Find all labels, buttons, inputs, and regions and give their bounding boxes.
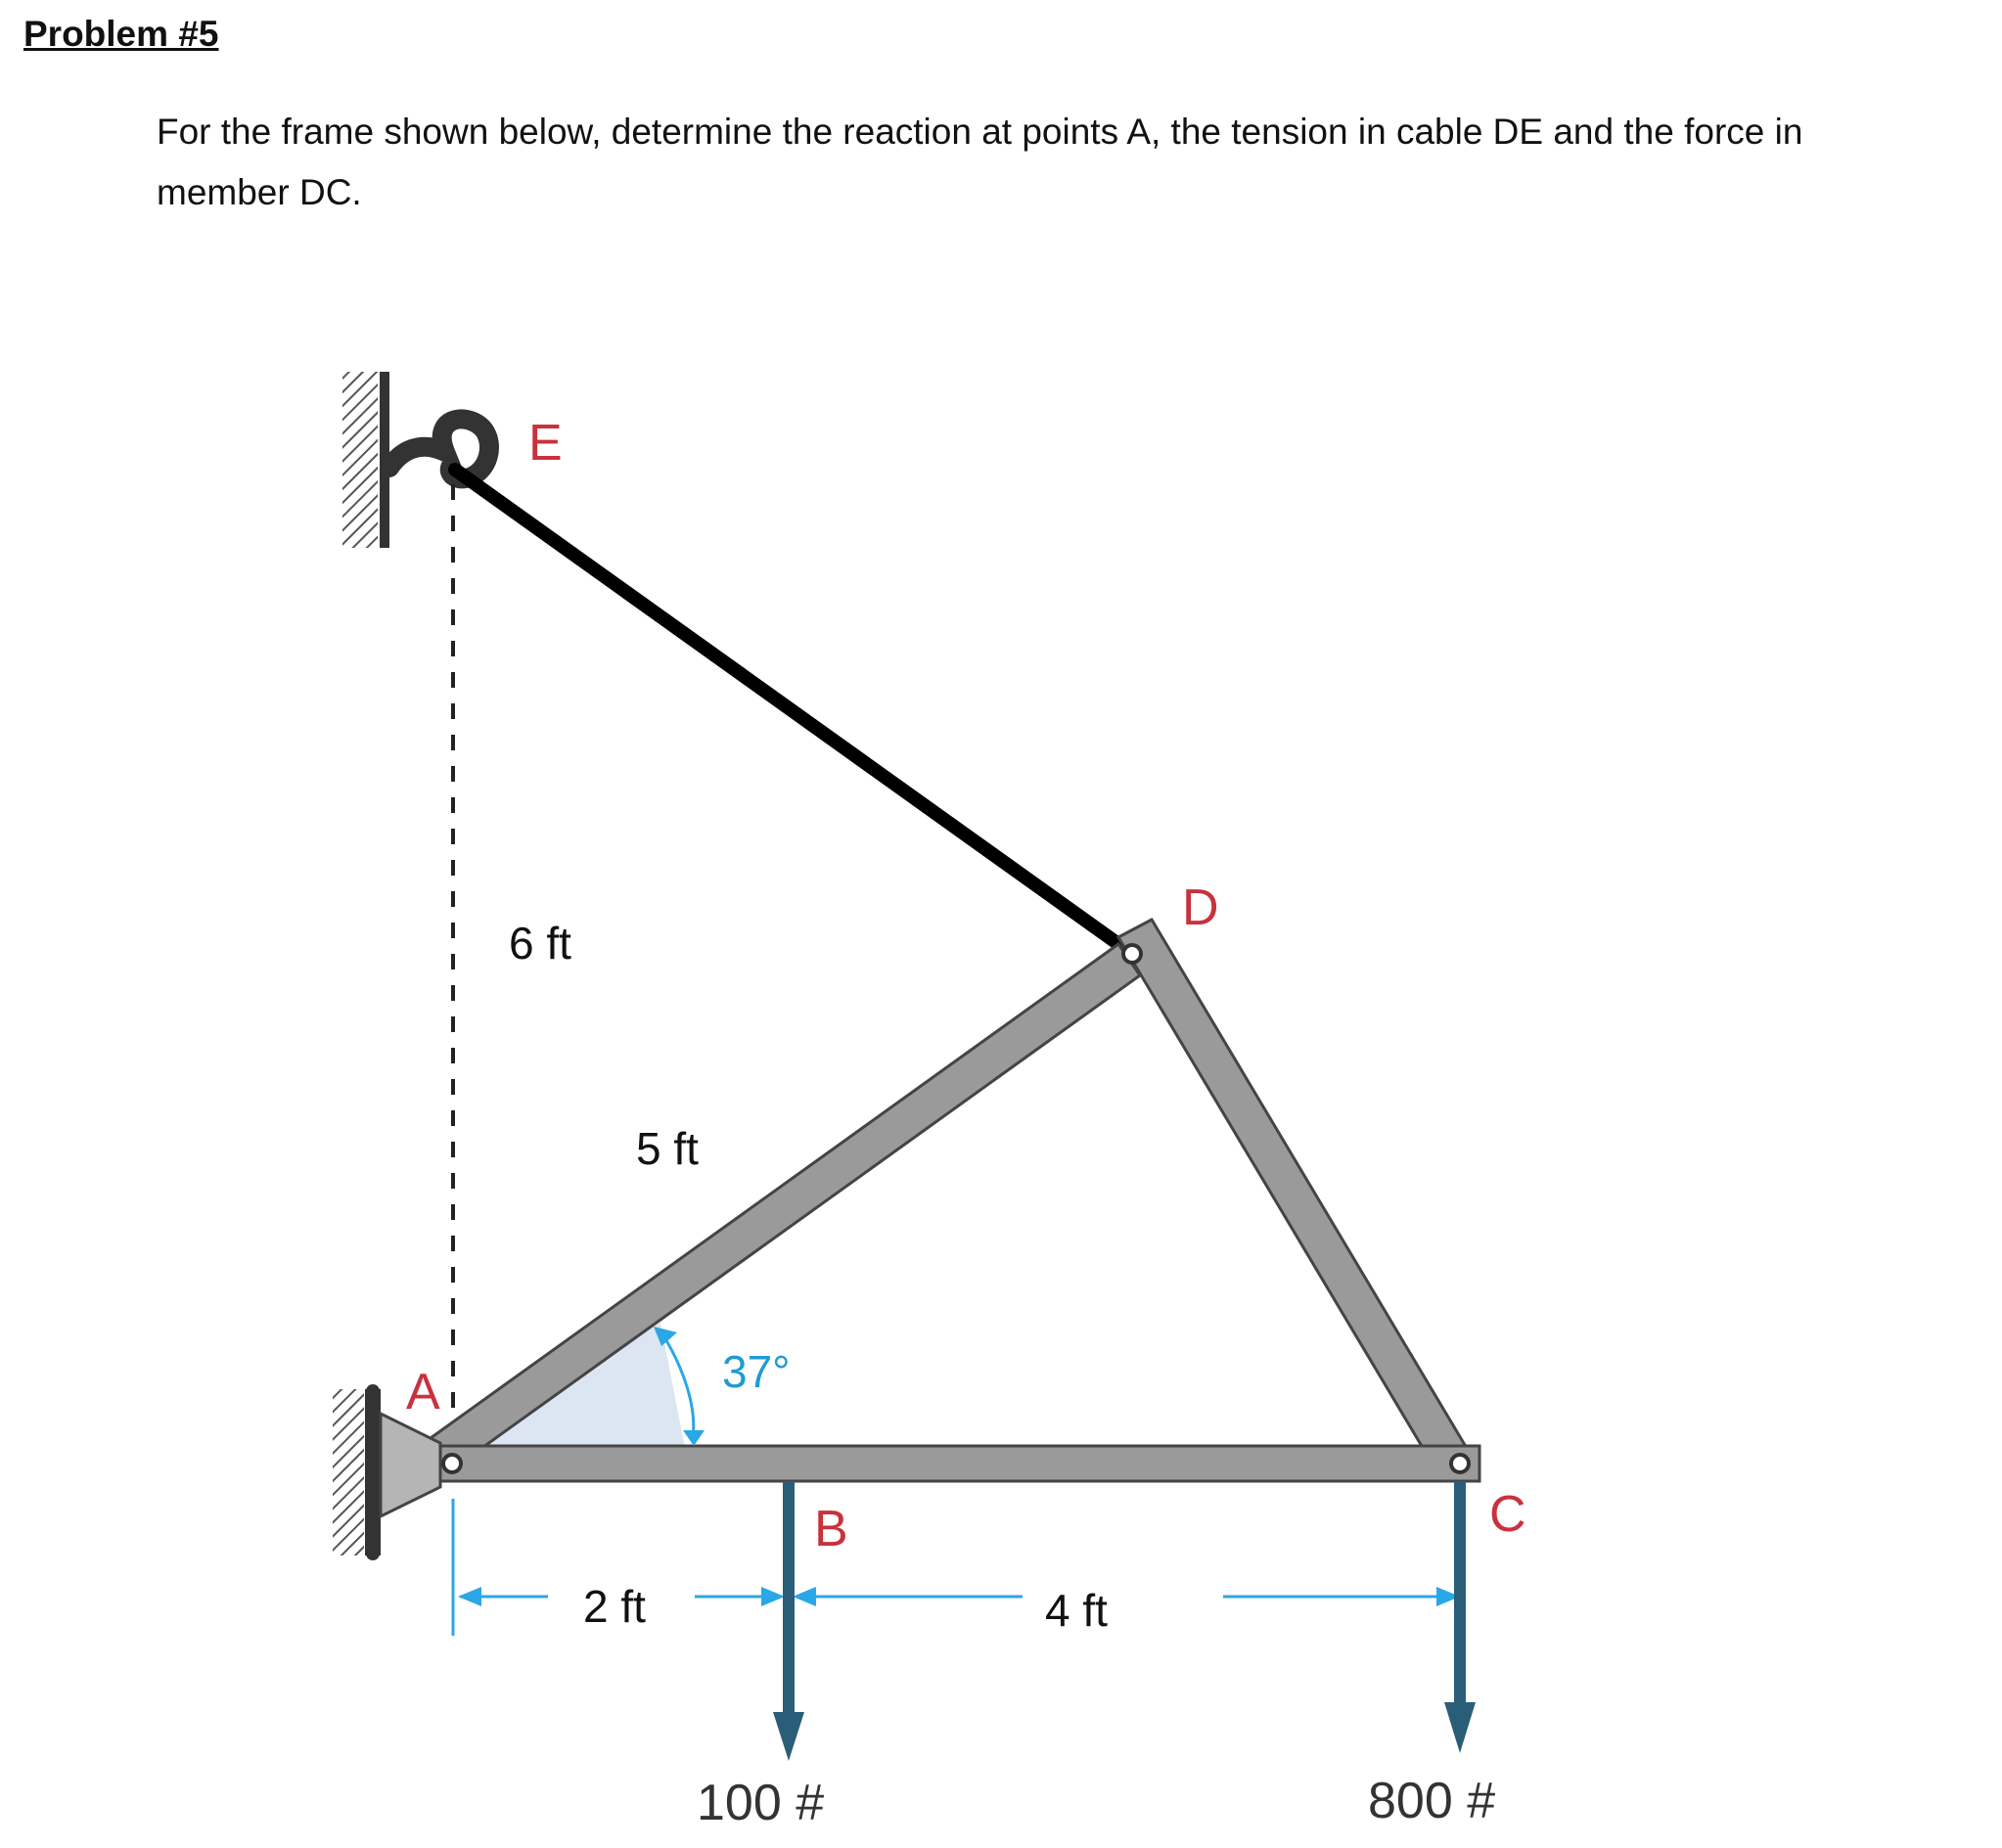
member-ac [432,1446,1479,1481]
upper-wall-support [342,372,385,548]
load-arrow-b [773,1481,804,1761]
label-point-a: A [406,1364,440,1420]
load-label-b: 100 # [697,1775,825,1831]
hook-e [389,419,489,478]
pin-c [1451,1455,1469,1472]
angle-arrowhead-bottom [683,1430,705,1446]
pin-d [1123,945,1141,963]
load-arrow-c [1444,1481,1476,1753]
dimension-height-ae: 6 ft [509,918,571,969]
dimension-span-bc: 4 ft [1045,1585,1108,1636]
problem-heading: Problem #5 [23,14,219,54]
cable-de [455,470,1132,954]
label-point-b: B [814,1501,848,1557]
member-dc [1118,920,1468,1467]
label-point-d: D [1182,879,1219,936]
label-point-c: C [1489,1486,1526,1543]
dimension-member-ad: 5 ft [636,1123,699,1174]
load-label-c: 800 # [1368,1773,1496,1829]
problem-statement: For the frame shown below, determine the reaction at points A, the tension in cable DE and the force in member DC. [157,112,1803,212]
dimension-span-ab: 2 ft [583,1581,646,1632]
label-point-e: E [528,415,563,472]
angle-label: 37° [722,1346,791,1397]
pin-a [443,1455,461,1472]
